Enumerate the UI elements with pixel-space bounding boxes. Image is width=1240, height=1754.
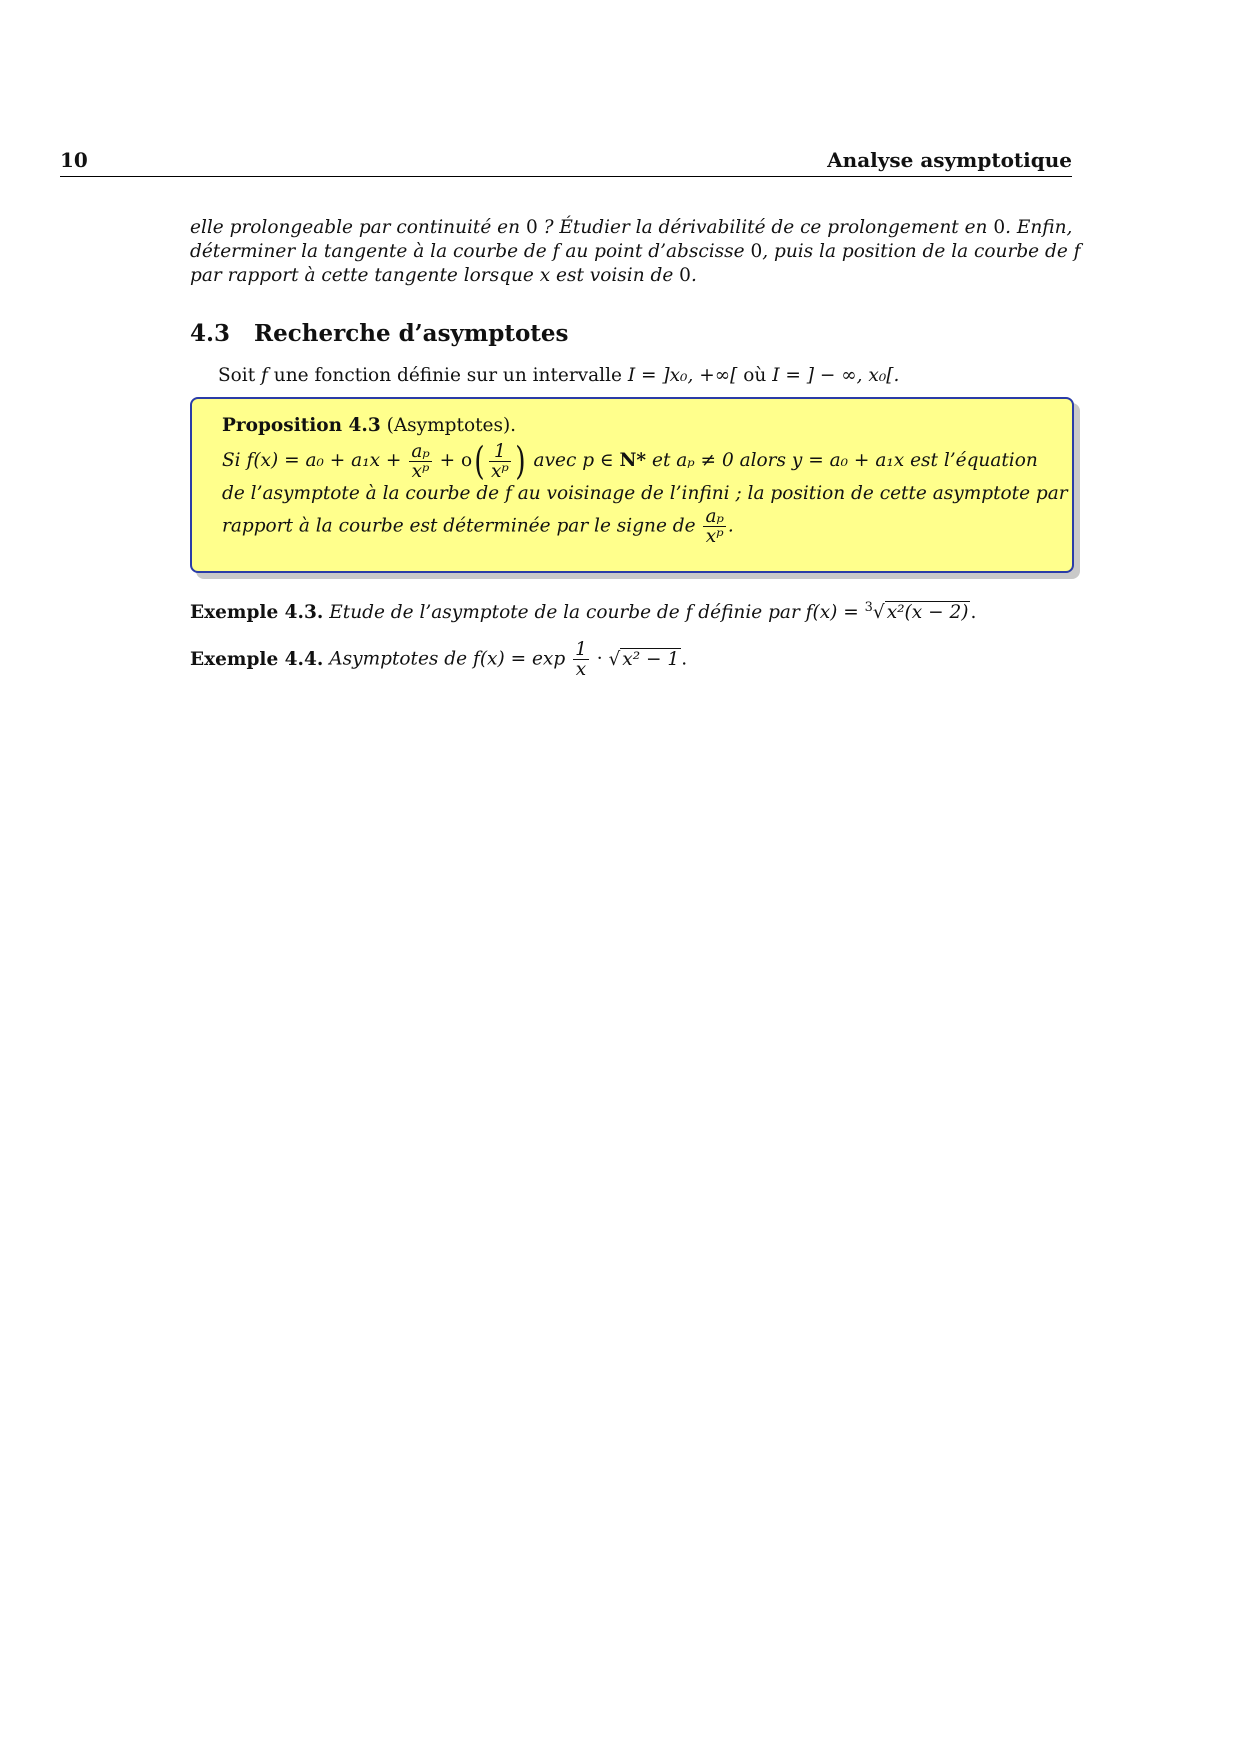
example-4-4: Exemple 4.4. Asymptotes de f(x) = exp $\frac{1}{x}$ · √ x² − 1 . [190, 639, 688, 680]
proposition-line-1: Si f(x) = a₀ + a₁x + $\frac{\text{aₚ}}{\text{xᵖ}}$ + o( $\frac{1}{\text{xᵖ}}$ ) avec p ∈ N* et aₚ ≠ 0 alors y = a₀ + a₁x est l’équation [222, 439, 1038, 483]
proposition-title [222, 413, 1047, 439]
exercise-line-3: par rapport à cette tangente lorsque x est voisin de 0. [190, 265, 697, 286]
fraction-sign: $\frac{\text{aₚ}}{\text{xᵖ}}$ [705, 506, 724, 547]
cube-root: $^3$√ x²(x − 2) [864, 600, 969, 624]
section-number: 4.3 [190, 320, 231, 347]
example-4-3: Exemple 4.3. Etude de l’asymptote de la courbe de f définie par f(x) = $^3$√ x²(x − 2) . [190, 600, 977, 624]
exercise-line-1: elle prolongeable par continuité en 0 ? Étudier la dérivabilité de ce prolongement en 0. Enfin, [190, 217, 1073, 238]
section-title: Recherche d’asymptotes [254, 320, 569, 347]
proposition-line-3: rapport à la courbe est déterminée par le signe de $\frac{\text{aₚ}}{\text{xᵖ}}$ . [222, 506, 734, 547]
square-root: √ x² − 1 [608, 648, 680, 670]
proposition-name: (Asymptotes). [386, 415, 517, 436]
running-header [60, 150, 1072, 177]
exercise-line-2: déterminer la tangente à la courbe de f au point d’abscisse 0, puis la position de la courbe de f [190, 241, 1081, 262]
proposition-box [190, 397, 1074, 573]
fraction-ap-xp: $\frac{\text{aₚ}}{\text{xᵖ}}$ [411, 440, 430, 482]
running-title: Analyse asymptotique [827, 148, 1072, 172]
intro-sentence: Soit f une fonction définie sur un intervalle I = ]x₀, +∞[ où I = ] − ∞, x₀[. [218, 365, 900, 386]
proposition-line-2: de l’asymptote à la courbe de f au voisinage de l’infini ; la position de cette asymptote par [222, 483, 1068, 504]
page-number: 10 [60, 148, 88, 172]
section-heading [190, 320, 569, 347]
fraction-1-xp: $\frac{1}{\text{xᵖ}}$ [490, 440, 509, 482]
fraction-1-x: $\frac{1}{x}$ [575, 639, 587, 680]
proposition-label: Proposition 4.3 [222, 415, 381, 436]
exercise-continuation [190, 216, 1081, 288]
